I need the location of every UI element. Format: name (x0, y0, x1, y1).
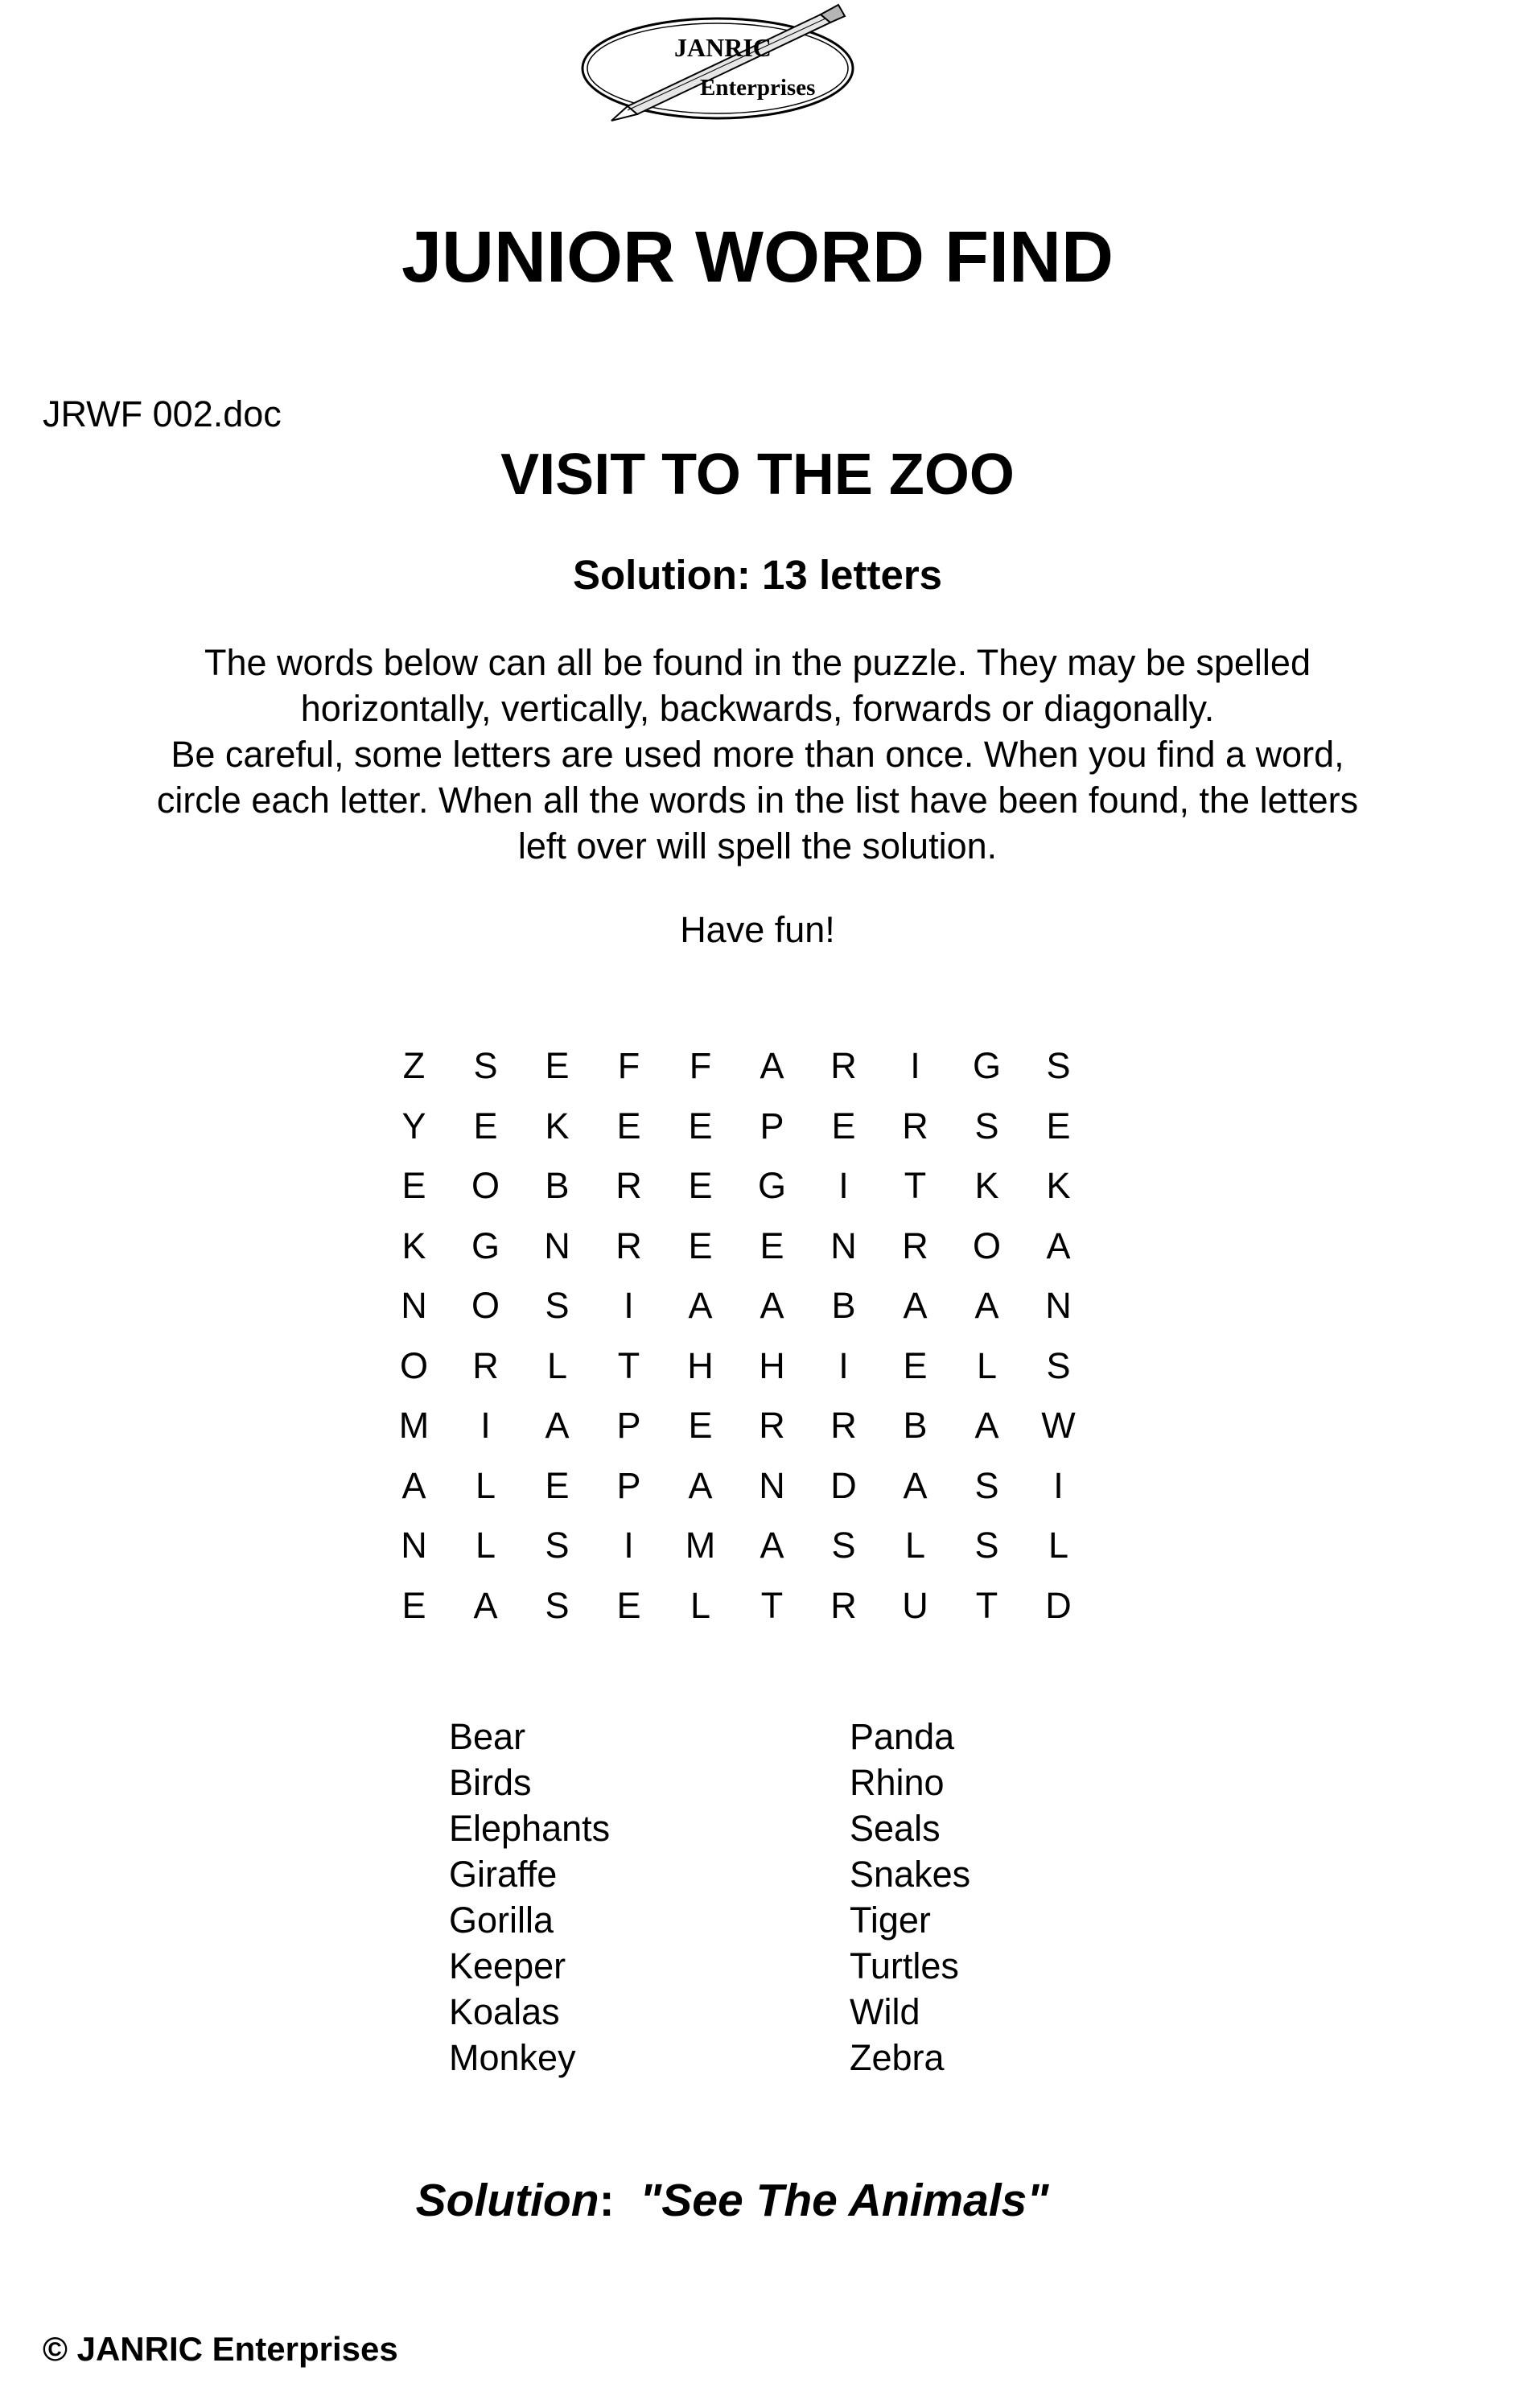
grid-letter: S (1046, 1344, 1071, 1386)
word-list-item: Seals (850, 1808, 941, 1849)
word-search-grid (378, 1042, 1102, 1641)
word-list-item: Wild (850, 1991, 920, 2032)
grid-row (378, 1102, 1102, 1163)
document-reference: JRWF 002.doc (43, 393, 282, 434)
grid-letter: A (545, 1405, 570, 1446)
solution-letter-count: Solution: 13 letters (572, 552, 943, 598)
grid-letter: L (1048, 1525, 1069, 1566)
grid-letter: H (687, 1344, 714, 1386)
solution-text: "See The Animals" (640, 2175, 1049, 2226)
grid-letter: A (760, 1045, 784, 1086)
word-list-column-left (449, 1714, 610, 2081)
grid-letter: K (545, 1105, 570, 1146)
grid-row (378, 1162, 1102, 1222)
grid-letter: O (471, 1165, 500, 1206)
grid-letter: D (830, 1464, 857, 1506)
instruction-line: horizontally, vertically, backwards, forwards or diagonally. (300, 688, 1215, 729)
grid-letter: E (401, 1165, 426, 1206)
word-list-item: Keeper (449, 1945, 566, 1986)
instruction-line: left over will spell the solution. (517, 825, 998, 866)
grid-letter: A (974, 1285, 999, 1326)
grid-letter: R (830, 1045, 857, 1086)
grid-letter: A (401, 1464, 426, 1506)
grid-letter: P (760, 1105, 784, 1146)
grid-letter: R (830, 1584, 857, 1626)
grid-letter: D (1045, 1584, 1072, 1626)
grid-letter: R (902, 1105, 928, 1146)
grid-row (378, 1582, 1102, 1642)
word-list-item: Giraffe (449, 1854, 558, 1895)
word-list-item: Rhino (850, 1762, 945, 1803)
grid-letter: E (831, 1105, 856, 1146)
page-title: JUNIOR WORD FIND (401, 217, 1114, 298)
grid-letter: E (401, 1584, 426, 1626)
grid-letter: A (903, 1464, 928, 1506)
grid-letter: E (688, 1165, 713, 1206)
instruction-line: The words below can all be found in the puzzle. They may be spelled (204, 642, 1311, 683)
grid-letter: T (617, 1344, 640, 1386)
grid-letter: E (473, 1105, 498, 1146)
logo-text-enterprises: Enterprises (700, 75, 816, 101)
grid-letter: R (615, 1225, 642, 1266)
instructions (32, 640, 1483, 869)
copyright-footer: © JANRIC Enterprises (43, 2330, 398, 2368)
grid-letter: S (974, 1525, 999, 1566)
grid-letter: R (472, 1344, 499, 1386)
instruction-line: circle each letter. When all the words in the list have been found, the letters (156, 780, 1359, 821)
grid-letter: S (974, 1464, 999, 1506)
grid-letter: N (544, 1225, 570, 1266)
grid-row (378, 1402, 1102, 1462)
grid-letter: G (471, 1225, 500, 1266)
grid-letter: E (760, 1225, 784, 1266)
grid-letter: N (401, 1525, 427, 1566)
grid-row (378, 1042, 1102, 1102)
grid-letter: R (902, 1225, 928, 1266)
word-list-item: Koalas (449, 1991, 560, 2032)
logo-graphic (579, 0, 861, 129)
grid-letter: N (1045, 1285, 1072, 1326)
grid-letter: N (759, 1464, 785, 1506)
grid-letter: I (480, 1405, 491, 1446)
grid-letter: I (1053, 1464, 1064, 1506)
grid-letter: R (615, 1165, 642, 1206)
grid-letter: T (904, 1165, 927, 1206)
pencil-icon (611, 5, 845, 121)
grid-row (378, 1462, 1102, 1522)
grid-letter: A (760, 1525, 784, 1566)
grid-letter: I (838, 1165, 849, 1206)
grid-row (378, 1521, 1102, 1582)
grid-letter: B (831, 1285, 856, 1326)
grid-letter: S (545, 1584, 570, 1626)
grid-letter: L (475, 1464, 496, 1506)
grid-letter: I (624, 1285, 634, 1326)
grid-letter: T (975, 1584, 998, 1626)
grid-letter: K (1046, 1165, 1071, 1206)
grid-letter: A (688, 1285, 713, 1326)
grid-letter: E (1046, 1105, 1071, 1146)
grid-row (378, 1222, 1102, 1282)
grid-letter: L (690, 1584, 711, 1626)
grid-letter: I (910, 1045, 920, 1086)
grid-letter: A (473, 1584, 498, 1626)
grid-letter: I (624, 1525, 634, 1566)
grid-letter: H (759, 1344, 785, 1386)
grid-letter: Y (401, 1105, 426, 1146)
grid-letter: E (545, 1045, 570, 1086)
grid-row (378, 1342, 1102, 1402)
grid-letter: E (545, 1464, 570, 1506)
word-list-item: Tiger (850, 1900, 931, 1941)
grid-letter: N (830, 1225, 857, 1266)
grid-letter: B (903, 1405, 928, 1446)
grid-letter: O (399, 1344, 428, 1386)
instruction-line: Be careful, some letters are used more than once. When you find a word, (171, 734, 1344, 775)
grid-letter: S (545, 1525, 570, 1566)
puzzle-subtitle: VISIT TO THE ZOO (500, 442, 1015, 507)
grid-letter: S (1046, 1045, 1071, 1086)
grid-letter: P (616, 1464, 641, 1506)
grid-letter: A (903, 1285, 928, 1326)
grid-letter: I (838, 1344, 849, 1386)
word-list-column-right (850, 1714, 970, 2081)
grid-letter: L (475, 1525, 496, 1566)
grid-letter: P (616, 1405, 641, 1446)
word-list-item: Zebra (850, 2037, 945, 2078)
solution-colon: : (599, 2175, 615, 2226)
grid-letter: F (617, 1045, 640, 1086)
solution-label: Solution (415, 2175, 599, 2226)
grid-letter: O (471, 1285, 500, 1326)
grid-letter: A (688, 1464, 713, 1506)
grid-letter: R (830, 1405, 857, 1446)
grid-letter: S (974, 1105, 999, 1146)
grid-letter: E (616, 1584, 641, 1626)
grid-letter: A (760, 1285, 784, 1326)
grid-letter: L (546, 1344, 568, 1386)
grid-letter: E (688, 1405, 713, 1446)
grid-letter: S (831, 1525, 856, 1566)
word-list-item: Monkey (449, 2037, 576, 2078)
grid-letter: A (1046, 1225, 1071, 1266)
solution-answer (0, 2172, 1464, 2229)
grid-letter: E (903, 1344, 928, 1386)
logo-text-janric: JANRIC (674, 33, 772, 62)
grid-letter: M (685, 1525, 716, 1566)
grid-letter: O (972, 1225, 1001, 1266)
word-list-item: Elephants (449, 1808, 611, 1849)
word-list-item: Snakes (850, 1854, 971, 1895)
grid-letter: B (545, 1165, 570, 1206)
word-list-item: Bear (449, 1716, 526, 1757)
grid-letter: S (545, 1285, 570, 1326)
grid-letter: F (689, 1045, 712, 1086)
grid-letter: K (401, 1225, 426, 1266)
grid-letter: M (398, 1405, 430, 1446)
grid-row (378, 1282, 1102, 1342)
grid-letter: U (902, 1584, 928, 1626)
grid-letter: E (688, 1105, 713, 1146)
grid-letter: E (616, 1105, 641, 1146)
grid-letter: S (473, 1045, 498, 1086)
janric-logo (579, 0, 861, 129)
grid-letter: T (760, 1584, 784, 1626)
grid-letter: W (1041, 1405, 1076, 1446)
word-list-item: Birds (449, 1762, 532, 1803)
grid-letter: G (757, 1165, 786, 1206)
grid-letter: L (976, 1344, 998, 1386)
grid-letter: L (904, 1525, 926, 1566)
have-fun-text: Have fun! (680, 909, 835, 950)
grid-letter: Z (402, 1045, 426, 1086)
grid-letter: G (972, 1045, 1001, 1086)
grid-letter: N (401, 1285, 427, 1326)
grid-letter: E (688, 1225, 713, 1266)
grid-letter: R (759, 1405, 785, 1446)
grid-letter: K (974, 1165, 999, 1206)
grid-letter: A (974, 1405, 999, 1446)
word-list-item: Gorilla (449, 1900, 554, 1941)
word-list-item: Turtles (850, 1945, 959, 1986)
word-list-item: Panda (850, 1716, 955, 1757)
